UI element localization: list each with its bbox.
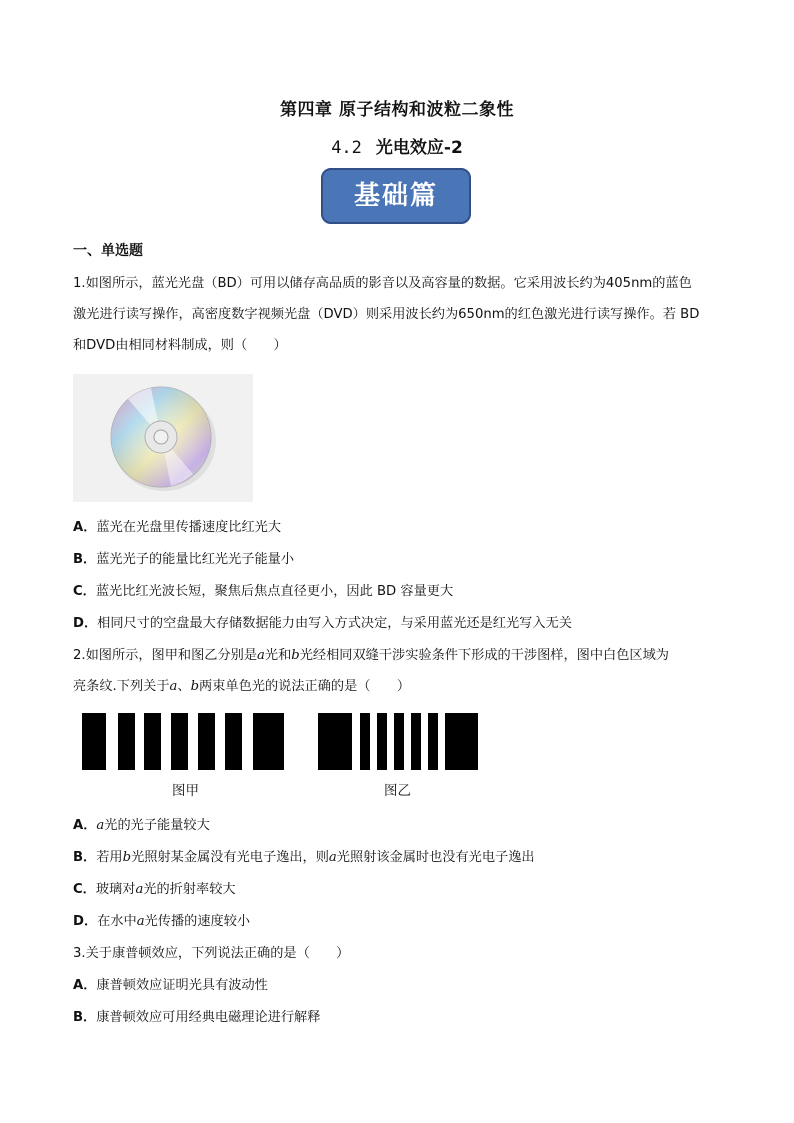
variable-b: b <box>291 648 300 663</box>
text-segment: 两束单色光的说法正确的是（ ） <box>199 679 411 694</box>
text-segment: 2.如图所示，图甲和图乙分别是 <box>73 648 258 663</box>
option-label: B． <box>73 1010 97 1025</box>
dark-fringe <box>318 713 352 770</box>
variable-a: a <box>169 679 178 694</box>
option-text: 蓝光比红光波长短，聚焦后焦点直径更小，因此 BD 容量更大 <box>95 584 454 599</box>
question-1 <box>73 268 723 361</box>
variable-a: a <box>136 914 145 929</box>
option-text: 蓝光光子的能量比红光光子能量小 <box>96 552 295 567</box>
text-segment: 光传播的速度较小 <box>144 914 251 929</box>
dark-fringe <box>411 713 421 770</box>
q2-option-b <box>73 848 535 868</box>
dark-fringe <box>377 713 387 770</box>
text-segment: 光的折射率较大 <box>143 882 236 897</box>
text-segment: 光照射某金属没有光电子逸出，则 <box>131 850 329 865</box>
text-segment: 光照射该金属时也没有光电子逸出 <box>336 850 535 865</box>
section-number: 4.2 <box>331 138 362 158</box>
part-heading: 一、单选题 <box>73 243 143 259</box>
section-title <box>0 133 794 158</box>
chapter-title: 第四章 原子结构和波粒二象性 <box>280 100 514 120</box>
option-label: D． <box>73 616 98 631</box>
q2-option-c <box>73 880 236 900</box>
option-text: 康普顿效应可用经典电磁理论进行解释 <box>96 1010 321 1025</box>
dark-fringe <box>118 713 135 770</box>
variable-a: a <box>96 818 105 833</box>
dark-fringe <box>394 713 404 770</box>
dark-fringe <box>253 713 284 770</box>
text-segment: 、 <box>177 679 191 694</box>
text-segment: 若用 <box>96 850 123 865</box>
caption-figure-a: 图甲 <box>172 783 199 799</box>
q3-option-a <box>73 976 268 996</box>
q1-option-c <box>73 582 453 602</box>
caption-figure-b: 图乙 <box>384 783 411 799</box>
question-3: 3.关于康普顿效应，下列说法正确的是（ ） <box>73 946 350 961</box>
dark-fringe <box>428 713 438 770</box>
option-label: C． <box>73 584 96 599</box>
q2-option-a <box>73 816 210 836</box>
option-text: 康普顿效应证明光具有波动性 <box>96 978 268 993</box>
optical-disc-icon <box>73 374 253 502</box>
q1-option-d <box>73 614 572 634</box>
question-2-line-1 <box>73 640 723 671</box>
option-label: A． <box>73 978 97 993</box>
level-badge: 基础篇 <box>321 168 471 224</box>
interference-pattern-b <box>318 713 478 770</box>
option-label: C． <box>73 882 96 897</box>
variable-b: b <box>122 850 132 865</box>
question-1-line-3: 和DVD由相同材料制成，则（ ） <box>73 338 287 353</box>
interference-pattern-a <box>82 713 284 770</box>
dark-fringe <box>445 713 478 770</box>
q3-option-b <box>73 1008 320 1028</box>
question-1-line-1: 1.如图所示，蓝光光盘（BD）可用以储存高品质的影音以及高容量的数据。它采用波长约为405nm的蓝色 <box>73 276 692 291</box>
dark-fringe <box>225 713 242 770</box>
q2-option-d <box>73 912 250 932</box>
cd-image <box>73 374 253 502</box>
text-segment: 光经相同双缝干涉实验条件下形成的干涉图样，图中白色区域为 <box>299 648 669 663</box>
text-segment: 玻璃对 <box>95 882 136 897</box>
variable-a: a <box>328 850 337 865</box>
q1-option-a <box>73 518 281 538</box>
option-label: A． <box>73 520 97 535</box>
option-label: D． <box>73 914 98 929</box>
option-text: 蓝光在光盘里传播速度比红光大 <box>96 520 282 535</box>
option-label: B． <box>73 552 97 567</box>
option-text: 相同尺寸的空盘最大存储数据能力由写入方式决定，与采用蓝光还是红光写入无关 <box>97 616 572 631</box>
dark-fringe <box>82 713 106 770</box>
option-label: A． <box>73 818 97 833</box>
q1-option-b <box>73 550 294 570</box>
variable-a: a <box>257 648 265 663</box>
question-1-line-2: 激光进行读写操作，高密度数字视频光盘（DVD）则采用波长约为650nm的红色激光进行读写操作。若 BD <box>73 307 700 322</box>
variable-b: b <box>190 679 200 694</box>
option-text: 光的光子能量较大 <box>104 818 210 833</box>
variable-a: a <box>135 882 144 897</box>
dark-fringe <box>144 713 161 770</box>
option-label: B． <box>73 850 97 865</box>
dark-fringe <box>360 713 370 770</box>
dark-fringe <box>198 713 215 770</box>
text-segment: 在水中 <box>97 914 137 929</box>
text-segment: 亮条纹.下列关于 <box>73 679 170 694</box>
text-segment: 光和 <box>264 648 292 663</box>
section-name: 光电效应-2 <box>375 138 463 158</box>
dark-fringe <box>171 713 188 770</box>
question-2-line-2 <box>73 671 723 702</box>
question-2 <box>73 640 723 702</box>
